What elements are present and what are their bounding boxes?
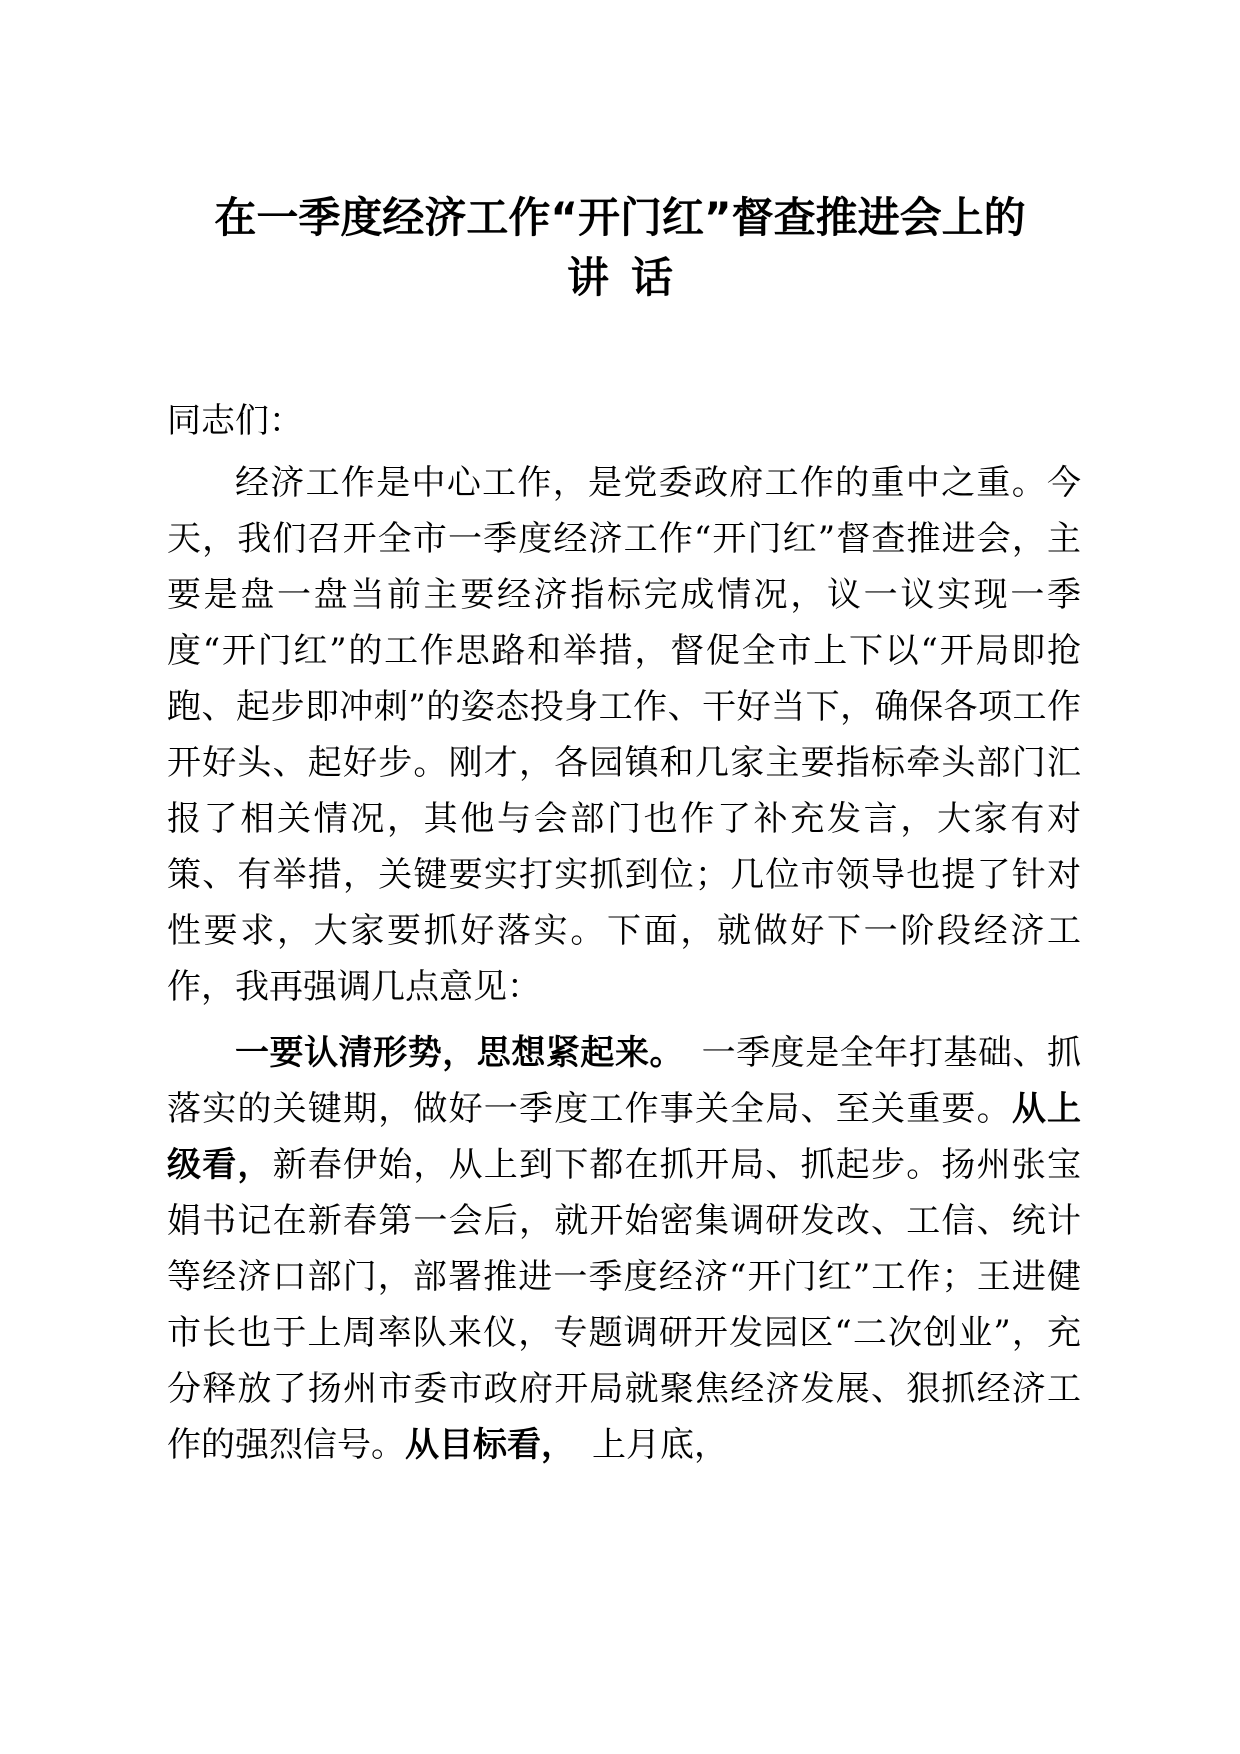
document-title bbox=[150, 188, 1090, 308]
paragraph-point-one bbox=[167, 1025, 1081, 1473]
target-text: 上月底， bbox=[592, 1425, 728, 1465]
title-line-2: 讲话 bbox=[566, 253, 695, 302]
point-one-heading: 一要认清形势，思想紧起来。 bbox=[235, 1033, 685, 1073]
point-one-text: 一季度是全年打基础、抓落实的关键期，做好一季度工作事关全局、至关重要。 bbox=[167, 1033, 1082, 1129]
title-line-1: 在一季度经济工作“开门红”督查推进会上的 bbox=[214, 193, 1026, 242]
document-body bbox=[167, 393, 1081, 1473]
higher-level-text: 新春伊始，从上到下都在抓开局、抓起步。扬州张宝娟书记在新春第一会后，就开始密集调研发改、工信、统计等经济口部门，部署推进一季度经济“开门红”工作；王进健市长也于上周率队来仪，专题调研开发园区“二次创业”，充分释放了扬州市委市政府开局就聚焦经济发展、狠抓经济工作的强烈信号。 bbox=[167, 1145, 1082, 1465]
salutation: 同志们： bbox=[167, 401, 303, 441]
higher-level-label: 从上级看， bbox=[167, 1089, 1082, 1185]
paragraph-opening: 经济工作是中心工作，是党委政府工作的重中之重。今天，我们召开全市一季度经济工作“开门红”督查推进会，主要是盘一盘当前主要经济指标完成情况，议一议实现一季度“开门红”的工作思路和举措，督促全市上下以“开局即抢跑、起步即冲刺”的姿态投身工作、干好当下，确保各项工作开好头、起好步。刚才，各园镇和几家主要指标牵头部门汇报了相关情况，其他与会部门也作了补充发言，大家有对策、有举措，关键要实打实抓到位；几位市领导也提了针对性要求，大家要抓好落实。下面，就做好下一阶段经济工作，我再强调几点意见： bbox=[167, 463, 1081, 1007]
target-label: 从目标看， bbox=[405, 1425, 575, 1465]
